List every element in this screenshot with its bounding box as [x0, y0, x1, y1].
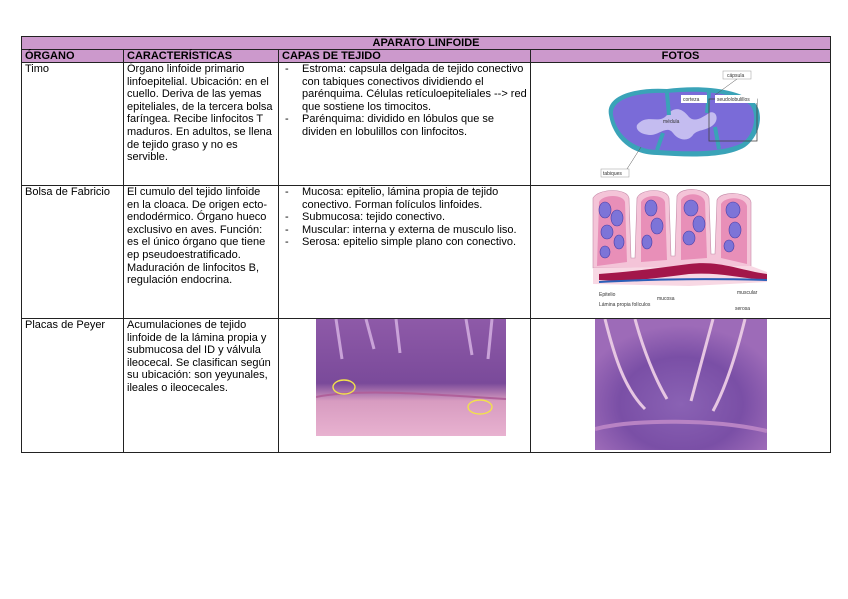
photo-cell: [531, 186, 831, 319]
tissue-layers: [279, 186, 531, 319]
label-tabiques: tabiques: [603, 171, 622, 177]
label-seudolobulillos: seudolobulillos: [717, 97, 750, 103]
header-fotos: FOTOS: [531, 50, 831, 63]
label-serosa: serosa: [735, 306, 751, 312]
label-medula: médula: [663, 119, 680, 125]
bursa-diagram: [589, 188, 771, 317]
label-muscular: muscular: [737, 290, 758, 296]
label-epitelio: Epitelio: [599, 292, 616, 298]
table-row: [22, 319, 831, 453]
layer-item: - Estroma: capsula delgada de tejido conectivo con tabiques conectivos dividiendo el parénquima. Células retículoepiteliales --> red que sostiene los timocitos.: [302, 63, 527, 113]
layer-item: - Submucosa: tejido conectivo.: [302, 211, 527, 224]
lymphoid-table: [21, 36, 831, 453]
peyer-micrograph: [595, 319, 767, 450]
organ-name: Placas de Peyer: [22, 319, 124, 453]
thymus-diagram: [597, 65, 769, 182]
tissue-layers: [279, 63, 531, 186]
label-corteza: corteza: [683, 97, 700, 103]
layer-item: - Serosa: epitelio simple plano con conectivo.: [302, 236, 527, 249]
organ-characteristics: Órgano linfoide primario linfoepitelial. Ubicación: en el cuello. Deriva de las yemas epiteliales, de la tercera bolsa faríngea. Recibe linfocitos T maduros. En adultos, se llena de tejido graso y no es servible.: [124, 63, 279, 186]
photo-cell: [531, 63, 831, 186]
header-organo: ÓRGANO: [22, 50, 124, 63]
peyer-histology-image: [316, 319, 506, 436]
layer-item: - Muscular: interna y externa de musculo liso.: [302, 224, 527, 237]
photo-cell: [279, 319, 531, 453]
table-row: [22, 63, 831, 186]
photo-cell: [531, 319, 831, 453]
header-capas: CAPAS DE TEJIDO: [279, 50, 531, 63]
label-lamina-propia: Lámina propia folículos: [599, 302, 651, 308]
layer-item: - Mucosa: epitelio, lámina propia de tejido conectivo. Forman folículos linfoides.: [302, 186, 527, 211]
table-row: [22, 186, 831, 319]
layer-item: - Parénquima: dividido en lóbulos que se dividen en lobulillos con linfocitos.: [302, 113, 527, 138]
organ-characteristics: Acumulaciones de tejido linfoide de la lámina propia y submucosa del ID y válvula ileocecal. Se clasifican según su ubicación: son yeyunales, ileales o ileocecales.: [124, 319, 279, 453]
label-mucosa: mucosa: [657, 296, 675, 302]
organ-name: Bolsa de Fabricio: [22, 186, 124, 319]
table-title: APARATO LINFOIDE: [22, 37, 831, 50]
label-capsula: cápsula: [727, 73, 745, 79]
organ-characteristics: El cumulo del tejido linfoide en la cloaca. De origen ecto-endodérmico. Órgano hueco exclusivo en aves. Función: es el único órgano que tiene ep pseudoestratificado. Maduración de linfocitos B, regulación endocrina.: [124, 186, 279, 319]
organ-name: Timo: [22, 63, 124, 186]
header-caracteristicas: CARACTERÍSTICAS: [124, 50, 279, 63]
